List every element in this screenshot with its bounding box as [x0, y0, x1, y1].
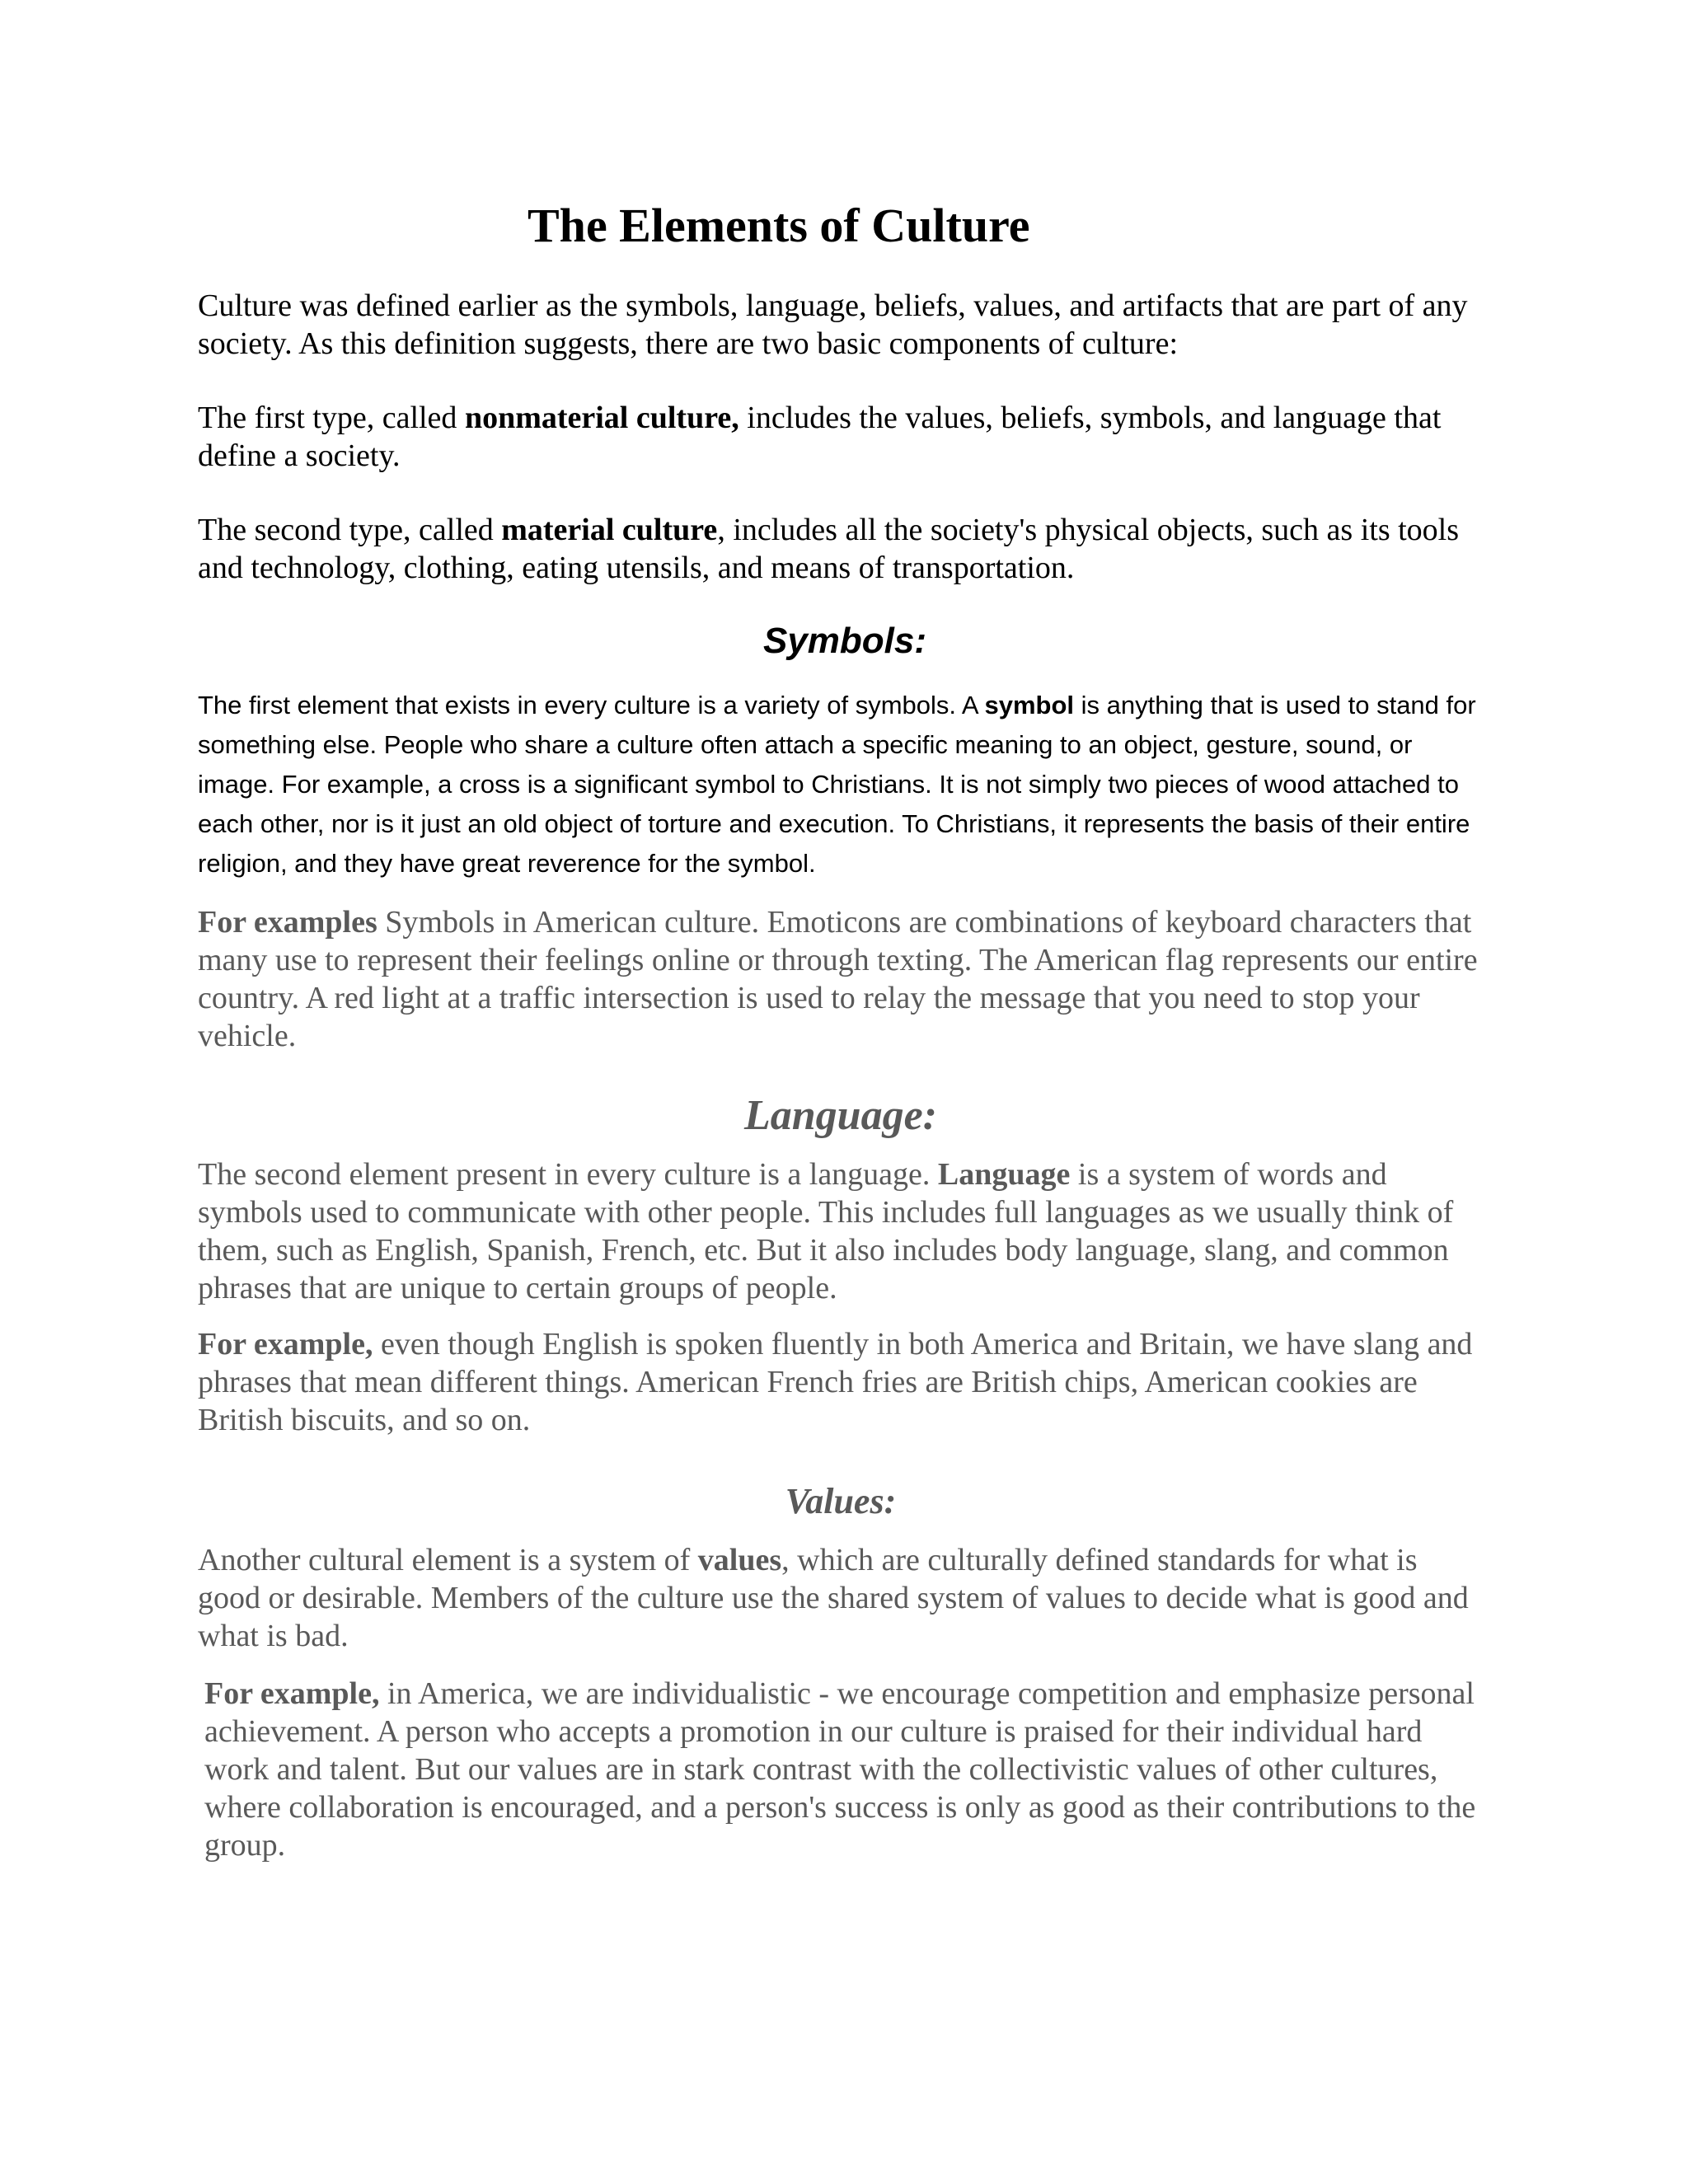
symbols-post: is anything that is used to stand for something else. People who share a culture often attach a specific meaning to an object, gesture, sound, or image. For example, a cross is a significant symbol to Christians. It is not simply two pieces of wood attached to each other, nor is it just an old object of torture and execution. To Christians, it represents the basis of their entire religion, and they have great reverence for the symbol.: [198, 691, 1476, 878]
values-paragraph: [198, 1541, 1484, 1655]
values-post: , which are culturally defined standards for what is good or desirable. Members of the culture use the shared system of values to decide what is good and what is bad.: [198, 1543, 1469, 1653]
language-paragraph: [198, 1155, 1484, 1307]
language-example-text: even though English is spoken fluently in both America and Britain, we have slang and phrases that mean different things. American French fries are British chips, American cookies are British biscuits, and so on.: [198, 1327, 1473, 1437]
intro-text: Culture was defined earlier as the symbols, language, beliefs, values, and artifacts that are part of any society. As this definition suggests, there are two basic components of culture:: [198, 288, 1468, 361]
values-example-paragraph: [198, 1675, 1484, 1864]
values-example-text: in America, we are individualistic - we encourage competition and emphasize personal achievement. A person who accepts a promotion in our culture is praised for their individual hard work and talent. But our values are in stark contrast with the collectivistic values of other cultures, where collaboration is encouraged, and a person's success is only as good as their contributions to the group.: [204, 1676, 1476, 1863]
language-post: is a system of words and symbols used to communicate with other people. This includes full languages as we usually think of them, such as English, Spanish, French, etc. But it also includes body language, slang, and common phrases that are unique to certain groups of people.: [198, 1157, 1454, 1305]
symbols-example-label: For examples: [198, 905, 377, 940]
values-example-label: For example,: [204, 1676, 380, 1711]
material-paragraph: [198, 511, 1484, 587]
language-heading: Language:: [744, 1092, 937, 1139]
symbols-example-text: Symbols in American culture. Emoticons are combinations of keyboard characters that many use to represent their feelings online or through texting. The American flag represents our entire country. A red light at a traffic intersection is used to relay the message that you need to stop your vehicle.: [198, 905, 1478, 1053]
language-pre: The second element present in every culture is a language.: [198, 1157, 938, 1192]
language-example-label: For example,: [198, 1327, 373, 1361]
language-term: Language: [937, 1157, 1071, 1192]
values-term: values: [697, 1543, 782, 1577]
symbols-pre: The first element that exists in every culture is a variety of symbols. A: [198, 691, 985, 719]
symbols-paragraph: [198, 686, 1484, 883]
document-content: [198, 196, 1484, 1864]
nonmaterial-term: nonmaterial culture,: [464, 401, 739, 435]
symbols-example-paragraph: [198, 903, 1484, 1055]
material-post: , includes all the society's physical objects, such as its tools and technology, clothing, eating utensils, and means of transportation.: [198, 513, 1460, 585]
intro-paragraph: [198, 287, 1484, 363]
material-pre: The second type, called: [198, 513, 502, 547]
page-title: The Elements of Culture: [528, 199, 1030, 252]
nonmaterial-paragraph: [198, 399, 1484, 475]
nonmaterial-pre: The first type, called: [198, 401, 465, 435]
symbol-term: symbol: [984, 691, 1075, 719]
symbols-heading: Symbols:: [762, 621, 927, 661]
values-pre: Another cultural element is a system of: [198, 1543, 698, 1577]
material-term: material culture: [501, 513, 718, 547]
values-heading: Values:: [785, 1481, 897, 1521]
nonmaterial-post: includes the values, beliefs, symbols, and language that define a society.: [198, 401, 1442, 473]
language-example-paragraph: [198, 1325, 1484, 1439]
